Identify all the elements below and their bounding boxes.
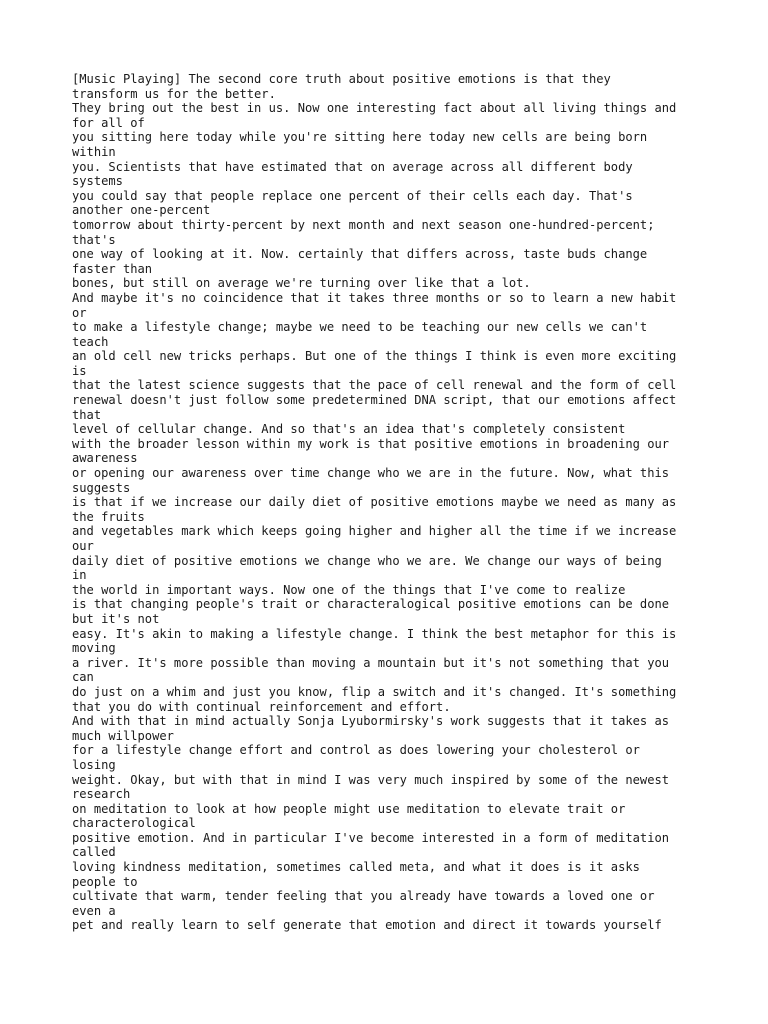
transcript-line: within <box>72 144 116 159</box>
transcript-line: a river. It's more possible than moving a mountain but it's not something that you <box>72 655 670 670</box>
transcript-line: losing <box>72 757 116 772</box>
transcript-line: one way of looking at it. Now. certainly that differs across, taste buds change <box>72 247 648 262</box>
transcript-line: that you do with continual reinforcement and effort. <box>72 699 451 714</box>
transcript-line: pet and really learn to self generate that emotion and direct it towards yourself <box>72 918 662 933</box>
transcript-line: an old cell new tricks perhaps. But one of the things I think is even more exciting <box>72 349 677 364</box>
transcript-line: awareness <box>72 451 138 466</box>
transcript-line: And with that in mind actually Sonja Lyubormirsky's work suggests that it takes as <box>72 714 670 729</box>
transcript-line: characterological <box>72 816 196 831</box>
transcript-line: on meditation to look at how people might use meditation to elevate trait or <box>72 801 626 816</box>
transcript-line: another one-percent <box>72 203 211 218</box>
transcript-line: weight. Okay, but with that in mind I was very much inspired by some of the newest <box>72 772 670 787</box>
transcript-line: cultivate that warm, tender feeling that you already have towards a loved one or <box>72 889 655 904</box>
transcript-line: They bring out the best in us. Now one interesting fact about all living things and <box>72 101 677 116</box>
transcript-line: you sitting here today while you're sitting here today new cells are being born <box>72 130 648 145</box>
transcript-line: daily diet of positive emotions we change who we are. We change our ways of being <box>72 553 662 568</box>
transcript-line: in <box>72 568 87 583</box>
transcript-line: easy. It's akin to making a lifestyle change. I think the best metaphor for this is <box>72 626 677 641</box>
transcript-line: that the latest science suggests that the pace of cell renewal and the form of cell <box>72 378 677 393</box>
transcript-line: is <box>72 363 87 378</box>
transcript-line: bones, but still on average we're turning over like that a lot. <box>72 276 531 291</box>
transcript-line: that <box>72 407 102 422</box>
transcript-line: with the broader lesson within my work is that positive emotions in broadening our <box>72 436 670 451</box>
transcript-line: much willpower <box>72 728 174 743</box>
transcript-line: loving kindness meditation, sometimes called meta, and what it does is it asks <box>72 860 640 875</box>
transcript-line: you. Scientists that have estimated that on average across all different body <box>72 159 633 174</box>
transcript-line: called <box>72 845 116 860</box>
transcript-line: level of cellular change. And so that's an idea that's completely consistent <box>72 422 626 437</box>
transcript-line: or opening our awareness over time change who we are in the future. Now, what this <box>72 466 670 481</box>
transcript-line: renewal doesn't just follow some predetermined DNA script, that our emotions affect <box>72 393 677 408</box>
transcript-line: teach <box>72 334 109 349</box>
transcript-line: for all of <box>72 115 145 130</box>
transcript-line: you could say that people replace one percent of their cells each day. That's <box>72 188 633 203</box>
transcript-line: do just on a whim and just you know, flip a switch and it's changed. It's something <box>72 684 677 699</box>
transcript-line: tomorrow about thirty-percent by next month and next season one-hundred-percent; <box>72 217 655 232</box>
transcript-line: and vegetables mark which keeps going higher and higher all the time if we increase <box>72 524 677 539</box>
transcript-line: suggests <box>72 480 131 495</box>
transcript-line: people to <box>72 874 138 889</box>
transcript-line: systems <box>72 174 123 189</box>
transcript-line: [Music Playing] The second core truth about positive emotions is that they <box>72 72 611 86</box>
transcript-line: moving <box>72 641 116 656</box>
transcript-line: is that changing people's trait or characteralogical positive emotions can be done <box>72 597 670 612</box>
transcript-line: or <box>72 305 87 320</box>
transcript-line: that's <box>72 232 116 247</box>
transcript-line: can <box>72 670 94 685</box>
transcript-line: even a <box>72 903 116 918</box>
transcript-line: but it's not <box>72 611 160 626</box>
transcript-line: positive emotion. And in particular I've become interested in a form of meditation <box>72 830 670 845</box>
transcript-page <box>72 72 712 933</box>
transcript-line: the fruits <box>72 509 145 524</box>
transcript-line: transform us for the better. <box>72 86 276 101</box>
transcript-line: faster than <box>72 261 153 276</box>
transcript-line: is that if we increase our daily diet of positive emotions maybe we need as many as <box>72 495 677 510</box>
transcript-line: research <box>72 787 131 802</box>
transcript-line: And maybe it's no coincidence that it takes three months or so to learn a new habit <box>72 290 677 305</box>
transcript-line: for a lifestyle change effort and control as does lowering your cholesterol or <box>72 743 640 758</box>
transcript-line: our <box>72 539 94 553</box>
transcript-line: the world in important ways. Now one of the things that I've come to realize <box>72 582 626 597</box>
transcript-line: to make a lifestyle change; maybe we need to be teaching our new cells we can't <box>72 320 648 335</box>
